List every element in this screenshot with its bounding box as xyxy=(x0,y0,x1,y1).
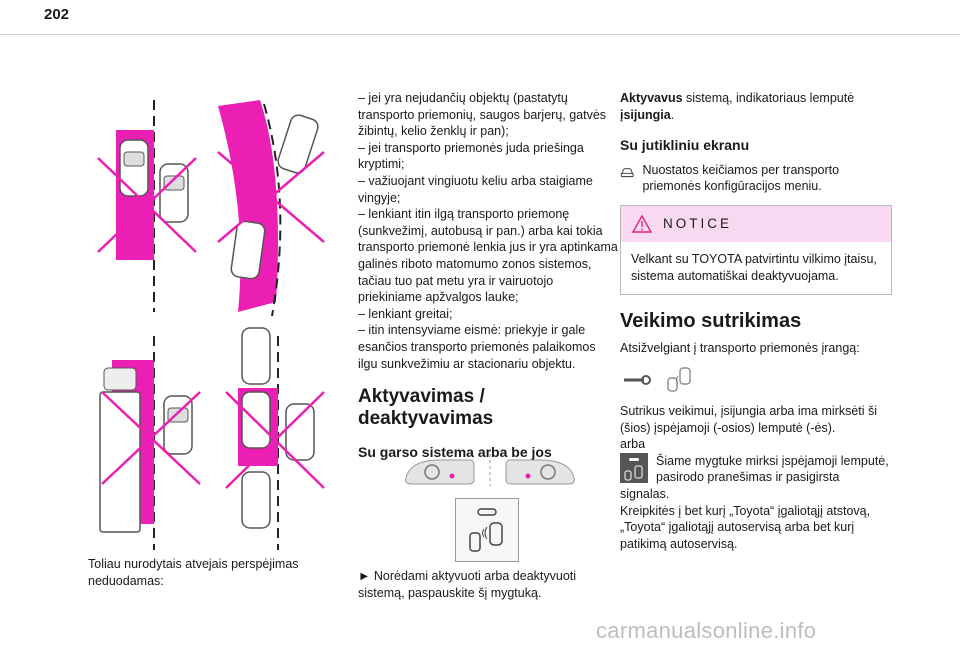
bold-term: Aktyvavus xyxy=(620,91,683,105)
activation-status-text xyxy=(620,90,892,123)
button-warning-icon xyxy=(620,453,648,483)
blind-spot-button-icon xyxy=(456,499,518,561)
car-settings-icon xyxy=(620,162,634,182)
blind-spot-illustration xyxy=(88,92,338,552)
activation-instruction: ► Norėdami aktyvuoti arba deaktyvuoti sistemą, paspauskite šį mygtuką. xyxy=(358,569,577,600)
list-item: – itin intensyviame eismė: priekyje ir gale esančios transporto priemonės palaikomos ilgu sunkvežimiu ar stacionariu objektu. xyxy=(358,323,596,371)
illustration-caption: Toliau nurodytais atvejais perspėjimas neduodamas: xyxy=(88,557,299,588)
fault-warning-icons xyxy=(620,366,700,392)
blind-spot-warning-icon xyxy=(668,368,690,391)
list-item: – jei transporto priemonės juda priešinga kryptimi; xyxy=(358,140,584,172)
notice-title: NOTICE xyxy=(663,215,733,231)
section-heading-fault: Veikimo sutrikimas xyxy=(620,310,802,333)
wrench-icon xyxy=(624,376,650,384)
mirror-left-icon xyxy=(406,460,474,484)
header-divider xyxy=(0,34,960,35)
subheading-audio: Su garso sistema arba be jos xyxy=(358,444,552,461)
fault-button-row xyxy=(620,453,892,503)
column-2 xyxy=(358,90,618,469)
car-icon xyxy=(276,113,320,175)
arba-text: arba xyxy=(620,437,646,452)
fault-text-3: Kreipkitės į bet kurį „Toyota“ įgaliotąjį atstovą, „Toyota“ įgaliotąjį autoservisą arba bet kurį patikimą autoservisą. xyxy=(620,503,871,551)
blind-spot-button[interactable] xyxy=(455,498,519,562)
section-heading-activation: Aktyvavimas / deaktyvavimas xyxy=(358,386,494,430)
notice-header xyxy=(621,206,891,242)
car-icon xyxy=(160,164,188,222)
mirror-right-icon xyxy=(506,460,574,484)
bold-term: įsijungia xyxy=(620,107,671,122)
touchscreen-row xyxy=(620,162,892,195)
list-item: – lenkiant greitai; xyxy=(358,306,453,321)
fault-text-2: Šiame mygtuke mirksi įspėjamoji lemputė, pasirodo pranešimas ir pasigirsta signalas. xyxy=(620,453,889,501)
mirror-icons xyxy=(400,452,580,488)
list-item: – lenkiant itin ilgą transporto priemonę (sunkvežimį, autobusą ir pan.) arba kai tokia transporto priemonė lenkia jus ir yra aptinkama galinės riboto matomumo zonos sistemos, tačiau tuo pat metu yra ir vairuotojo priekiniame apžvalgos lauke; xyxy=(358,207,618,305)
truck-icon xyxy=(100,368,140,532)
text-span: . xyxy=(670,107,675,122)
subheading-touchscreen: Su jutikliniu ekranu xyxy=(620,137,750,154)
list-item: – jei yra nejudančių objektų (pastatytų transporto priemonių, saugos barjerų, gatvės žibintų, kelio ženklų ir pan); xyxy=(358,91,607,139)
page-number: 202 xyxy=(44,6,70,23)
text-span: sistemą, indikatoriaus lemputė xyxy=(682,91,855,105)
column-3 xyxy=(620,90,892,552)
watermark: carmanualsonline.info xyxy=(596,618,817,643)
notice-box xyxy=(620,205,892,295)
list-item: – važiuojant vingiuotu keliu arba staigiame vingyje; xyxy=(358,173,593,205)
fault-text-1: Sutrikus veikimui, įsijungia arba ima mirksėti ši (šios) įspėjamoji (-osios) lemputė (-ės). xyxy=(620,403,878,435)
notice-body: Velkant su TOYOTA patvirtintu vilkimo įtaisu, sistema automatiškai deaktyvuojama. xyxy=(631,251,877,283)
car-icon xyxy=(120,140,148,196)
fault-intro: Atsižvelgiant į transporto priemonės įrangą: xyxy=(620,340,860,355)
touchscreen-text: Nuostatos keičiamos per transporto priemonės konfigūracijos meniu. xyxy=(642,162,840,194)
warning-icon xyxy=(631,214,653,234)
